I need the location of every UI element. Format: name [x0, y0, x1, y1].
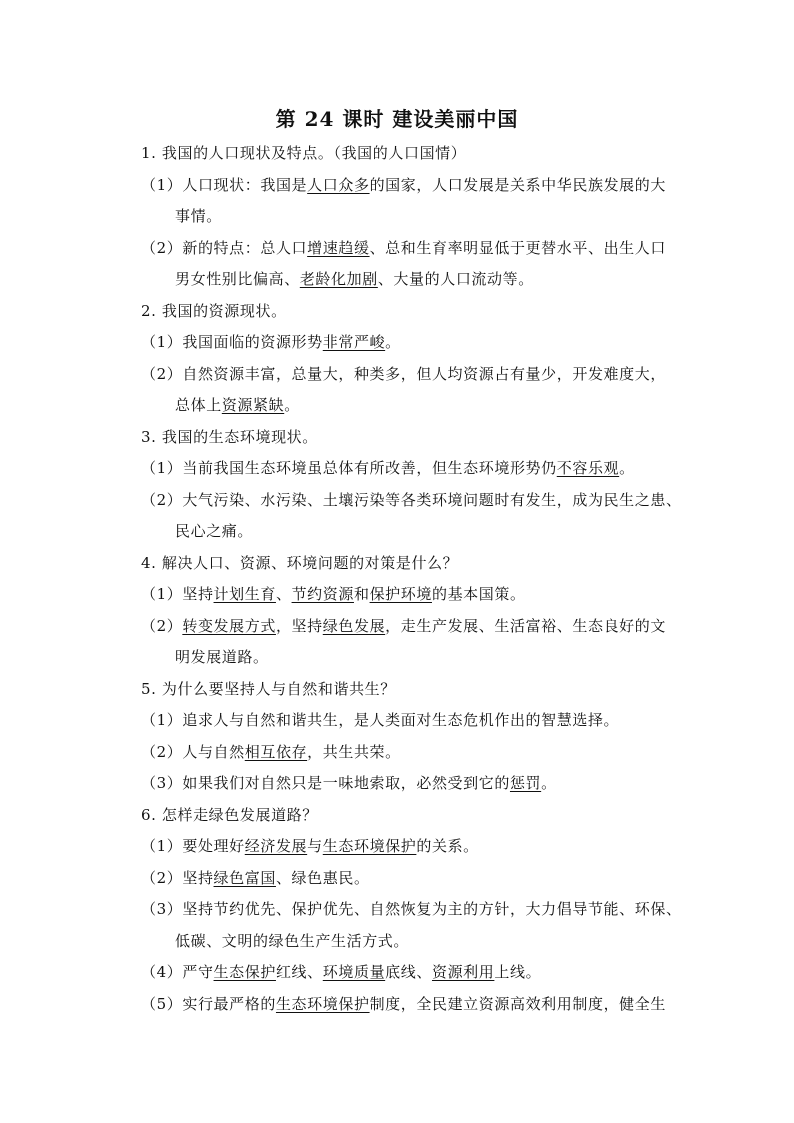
- text-segment: （2）新的特点：总人口: [141, 239, 308, 257]
- text-line: [141, 741, 401, 763]
- text-line: [141, 867, 370, 889]
- text-line: [141, 772, 557, 794]
- text-segment: 底线、: [385, 963, 432, 981]
- text-segment: （1）要处理好: [141, 837, 245, 855]
- text-segment: （1）追求人与自然和谐共生，是人类面对生态危机作出的智慧选择。: [141, 711, 620, 729]
- text-segment: 2. 我国的资源现状。: [141, 302, 287, 320]
- text-segment: （2）自然资源丰富，总量大，种类多，但人均资源占有量少，开发难度大，: [141, 365, 666, 383]
- text-line: [141, 426, 318, 448]
- text-segment: ，走生产发展、生活富裕、生态良好的文: [385, 617, 666, 635]
- text-line: [141, 300, 287, 322]
- text-line: [141, 142, 466, 164]
- text-line: [175, 205, 222, 227]
- underlined-keyword: 环境质量: [322, 963, 386, 981]
- text-segment: （2）大气污染、水污染、土壤污染等各类环境问题时有发生，成为民生之患、: [141, 491, 682, 509]
- text-line: [141, 835, 479, 857]
- text-line: [175, 930, 409, 952]
- underlined-keyword: 经济发展: [244, 837, 308, 855]
- text-segment: 男女性别比偏高、: [175, 270, 300, 288]
- text-line: [141, 489, 682, 511]
- page-title: 第 24 课时 建设美丽中国: [275, 107, 519, 131]
- text-line: [141, 678, 396, 700]
- text-segment: 事情。: [175, 207, 222, 225]
- text-segment: 、大量的人口流动等。: [377, 270, 534, 288]
- underlined-keyword: 绿色发展: [322, 617, 386, 635]
- text-segment: 。: [541, 774, 557, 792]
- underlined-keyword: 相互依存: [244, 743, 308, 761]
- text-line: [141, 331, 401, 353]
- text-segment: 的基本国策。: [431, 585, 526, 603]
- underlined-keyword: 节约资源: [291, 585, 354, 603]
- underlined-keyword: 生态环境保护: [275, 995, 370, 1013]
- underlined-keyword: 资源利用: [431, 963, 495, 981]
- text-segment: 、: [275, 585, 292, 603]
- text-segment: （4）严守: [141, 963, 214, 981]
- text-line: [175, 646, 269, 668]
- text-segment: （1）人口现状：我国是: [141, 176, 308, 194]
- text-line: [141, 709, 619, 731]
- text-segment: 5. 为什么要坚持人与自然和谐共生？: [141, 680, 396, 698]
- text-segment: 。: [619, 459, 635, 477]
- text-line: [141, 363, 666, 385]
- text-segment: （1）当前我国生态环境虽总体有所改善，但生态环境形势仍: [141, 459, 557, 477]
- underlined-keyword: 计划生育: [213, 585, 276, 603]
- underlined-keyword: 保护环境: [369, 585, 432, 603]
- text-line: [141, 583, 526, 605]
- text-segment: （1）坚持: [141, 585, 214, 603]
- text-segment: 、绿色惠民。: [275, 869, 370, 887]
- text-line: [141, 898, 682, 920]
- text-segment: 3. 我国的生态环境现状。: [141, 428, 318, 446]
- text-segment: （1）我国面临的资源形势: [141, 333, 323, 351]
- text-segment: 的国家，人口发展是关系中华民族发展的大: [369, 176, 666, 194]
- text-segment: 1. 我国的人口现状及特点。（我国的人口国情）: [141, 144, 467, 162]
- text-segment: 低碳、文明的绿色生产生活方式。: [175, 932, 410, 950]
- text-segment: 和: [353, 585, 370, 603]
- text-segment: 。: [284, 396, 300, 414]
- text-line: [141, 993, 666, 1015]
- text-line: [175, 520, 253, 542]
- text-line: [141, 237, 666, 259]
- text-line: [141, 552, 458, 574]
- text-segment: 明发展道路。: [175, 648, 269, 666]
- text-line: [141, 961, 541, 983]
- text-line: [141, 804, 318, 826]
- underlined-keyword: 绿色富国: [213, 869, 276, 887]
- text-segment: 4. 解决人口、资源、环境问题的对策是什么？: [141, 554, 459, 572]
- text-line: [175, 394, 300, 416]
- underlined-keyword: 不容乐观: [556, 459, 620, 477]
- text-segment: 的关系。: [416, 837, 479, 855]
- text-segment: 民心之痛。: [175, 522, 254, 540]
- text-segment: 红线、: [275, 963, 323, 981]
- text-segment: 、总和生育率明显低于更替水平、出生人口: [369, 239, 666, 257]
- underlined-keyword: 人口众多: [307, 176, 370, 194]
- underlined-keyword: 生态环境保护: [322, 837, 417, 855]
- underlined-keyword: 资源紧缺: [221, 396, 285, 414]
- text-segment: 上线。: [494, 963, 542, 981]
- text-segment: （3）坚持节约优先、保护优先、自然恢复为主的方针，大力倡导节能、环保、: [141, 900, 682, 918]
- text-segment: （2）: [141, 617, 183, 635]
- text-line: [175, 268, 534, 290]
- underlined-keyword: 转变发展方式: [182, 617, 276, 635]
- text-line: [141, 457, 635, 479]
- text-segment: 总体上: [175, 396, 222, 414]
- text-segment: 制度，全民建立资源高效利用制度，健全生: [369, 995, 666, 1013]
- underlined-keyword: 增速趋缓: [307, 239, 370, 257]
- text-segment: （2）人与自然: [141, 743, 245, 761]
- underlined-keyword: 生态保护: [213, 963, 276, 981]
- text-segment: （2）坚持: [141, 869, 214, 887]
- text-segment: ，坚持: [275, 617, 323, 635]
- underlined-keyword: 非常严峻: [322, 333, 386, 351]
- text-segment: ，共生共荣。: [307, 743, 401, 761]
- underlined-keyword: 老龄化加剧: [299, 270, 378, 288]
- text-segment: 。: [385, 333, 401, 351]
- underlined-keyword: 惩罚: [509, 774, 542, 792]
- text-segment: 与: [307, 837, 323, 855]
- text-segment: （3）如果我们对自然只是一味地索取，必然受到它的: [141, 774, 510, 792]
- text-line: [141, 615, 666, 637]
- text-segment: （5）实行最严格的: [141, 995, 276, 1013]
- text-segment: 6. 怎样走绿色发展道路？: [141, 806, 318, 824]
- text-line: [141, 174, 666, 196]
